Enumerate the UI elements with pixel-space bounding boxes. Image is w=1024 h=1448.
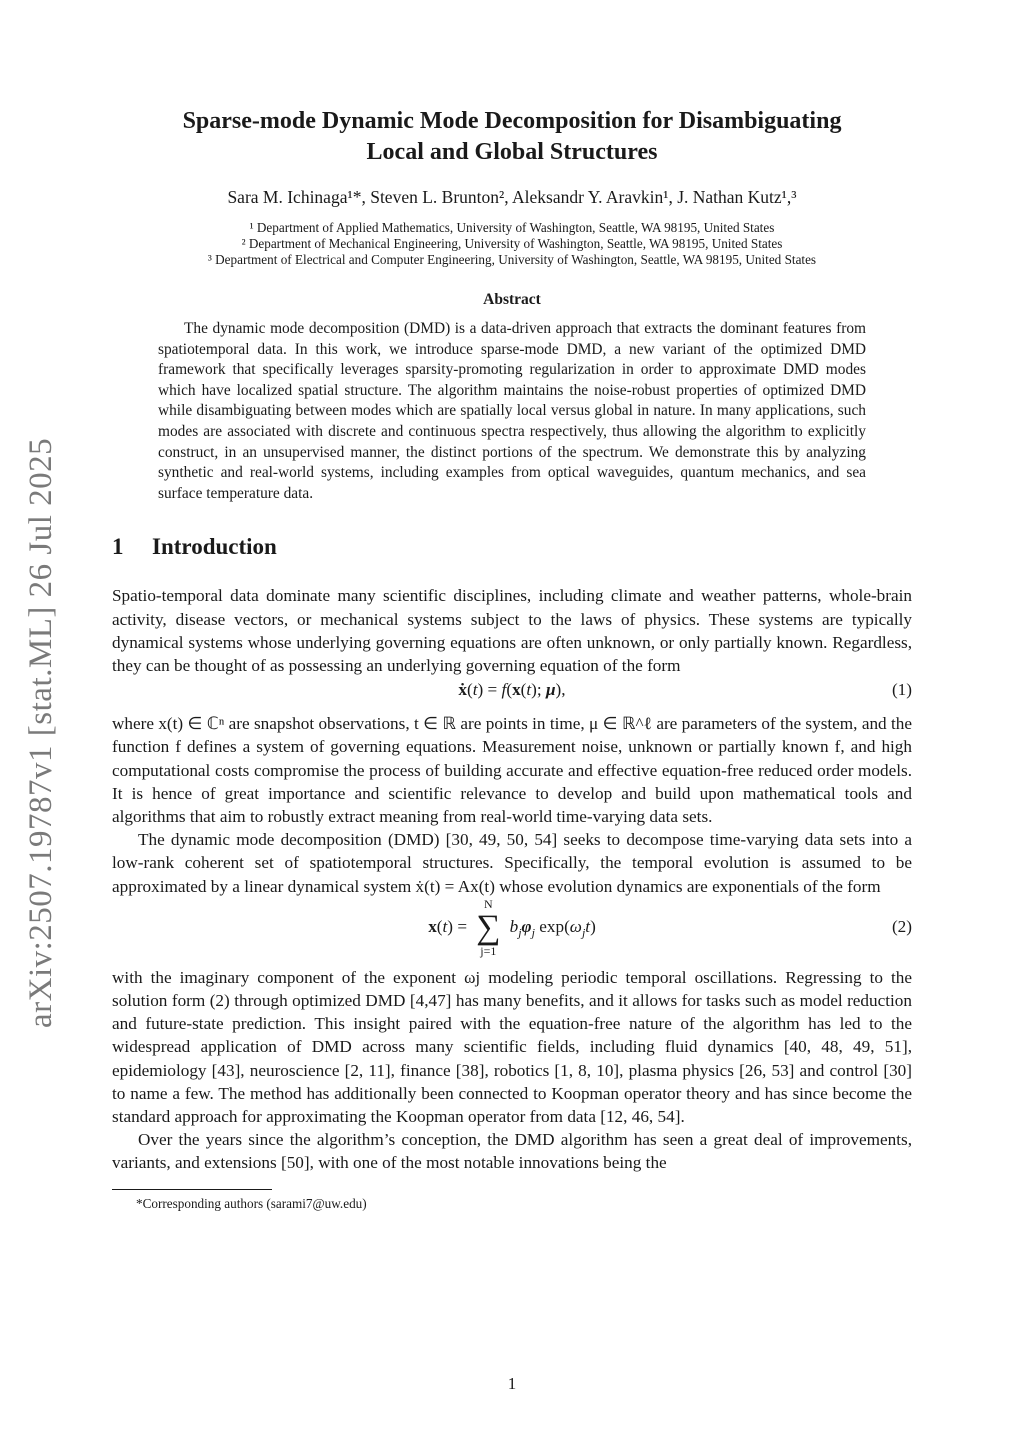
equation-2-number: (2) [891, 916, 912, 936]
intro-paragraph-2: where x(t) ∈ ℂⁿ are snapshot observations, t ∈ ℝ are points in time, μ ∈ ℝ^ℓ are parameters of the system, and the function f defines a system of governing equations. Measurement noise, unknown or partially known f, and high computational costs compromise the process of building accurate and effective equation-free reduced order models. It is hence of great importance and scientific relevance to develop and build upon mathematical tools and algorithms that aim to robustly extract meaning from real-world time-varying data sets. [112, 714, 912, 826]
intro-paragraph-1: Spatio-temporal data dominate many scientific disciplines, including climate and weather patterns, whole-brain activity, disease vectors, or mechanical systems subject to the laws of physics. These systems are typically dynamical systems whose underlying governing equations are often unknown, or only partially known. Regardless, they can be thought of as possessing an underlying governing equation of the form [112, 586, 912, 675]
section-title: Introduction [152, 534, 277, 560]
intro-paragraph-4: with the imaginary component of the exponent ωj modeling periodic temporal oscillations. Regressing to the solution form (2) through optimized DMD [4,47] has many benefits, and it allows for tasks such as model reduction and future-state prediction. This insight paired with the equation-free nature of the algorithm has led to the widespread application of DMD across many scientific fields, including fluid dynamics [40, 48, 49, 51], epidemiology [43], neuroscience [2, 11], finance [38], robotics [1, 8, 10], plasma physics [26, 53] and control [30] to name a few. The method has additionally been connected to Koopman operator theory and has since become the standard approach for approximating the Koopman operator from data [12, 46, 54]. [112, 967, 912, 1126]
abstract-text: The dynamic mode decomposition (DMD) is a data-driven approach that extracts the dominant features from spatiotemporal data. In this work, we introduce sparse-mode DMD, a new variant of the optimized DMD framework that specifically leverages sparsity-promoting regularization in order to approximate DMD modes which have localized spatial structure. The algorithm maintains the noise-robust properties of optimized DMD while disambiguating between modes which are spatially local versus global in nature. In many applications, such modes are associated with discrete and continuous spectra respectively, thus allowing the algorithm to explicitly construct, in an unsupervised manner, the distinct portions of the spectrum. We demonstrate this by analyzing synthetic and real-world systems, including examples from optical waveguides, quantum mechanics, and sea surface temperature data. [158, 320, 866, 502]
paper-page [112, 100, 912, 1212]
footnote-rule [112, 1189, 272, 1190]
sum-lower-limit: j=1 [480, 943, 497, 958]
footnote: *Corresponding authors (sarami7@uw.edu) [136, 1195, 367, 1211]
arxiv-identifier-stamp [18, 418, 62, 1030]
affiliation-2: ² Department of Mechanical Engineering, University of Washington, Seattle, WA 98195, United States [241, 236, 783, 251]
title-line-2: Local and Global Structures [366, 139, 658, 165]
section-number: 1 [112, 534, 124, 560]
affiliation-3: ³ Department of Electrical and Computer Engineering, University of Washington, Seattle, WA 98195, United States [207, 252, 817, 267]
equation-1-body: ẋ(t) = f(x(t); μ), [458, 680, 566, 700]
arxiv-stamp-text: arXiv:2507.19787v1 [stat.ML] 26 Jul 2025 [23, 437, 59, 1028]
equation-1 [112, 680, 912, 706]
intro-paragraph-5: Over the years since the algorithm’s conception, the DMD algorithm has seen a great deal of improvements, variants, and extensions [50], with one of the most notable innovations being the [112, 1130, 912, 1173]
affiliation-1: ¹ Department of Applied Mathematics, University of Washington, Seattle, WA 98195, United States [249, 220, 775, 235]
paper-title [112, 106, 912, 168]
equation-1-number: (1) [891, 680, 912, 700]
sum-upper-limit: N [483, 896, 493, 911]
abstract-heading: Abstract [483, 291, 541, 308]
title-line-1: Sparse-mode Dynamic Mode Decomposition for Disambiguating [182, 108, 842, 134]
section-heading [112, 534, 912, 560]
affiliations [112, 220, 912, 268]
equation-2 [112, 898, 912, 962]
summation-symbol: N ∑ j=1 [471, 898, 505, 958]
equation-2-body: x(t) = N ∑ j=1 $b_j\varphi_j$ $\exp(\omega_jt)$ [428, 896, 596, 958]
page-number: 1 [507, 1374, 517, 1393]
author-list: Sara M. Ichinaga¹*, Steven L. Brunton², Aleksandr Y. Aravkin¹, J. Nathan Kutz¹,³ [227, 187, 797, 207]
intro-paragraph-3: The dynamic mode decomposition (DMD) [30, 49, 50, 54] seeks to decompose time-varying data sets into a low-rank coherent set of spatiotemporal structures. Specifically, the temporal evolution is assumed to be approximated by a linear dynamical system ẋ(t) = Ax(t) whose evolution dynamics are exponentials of the form [112, 830, 912, 896]
